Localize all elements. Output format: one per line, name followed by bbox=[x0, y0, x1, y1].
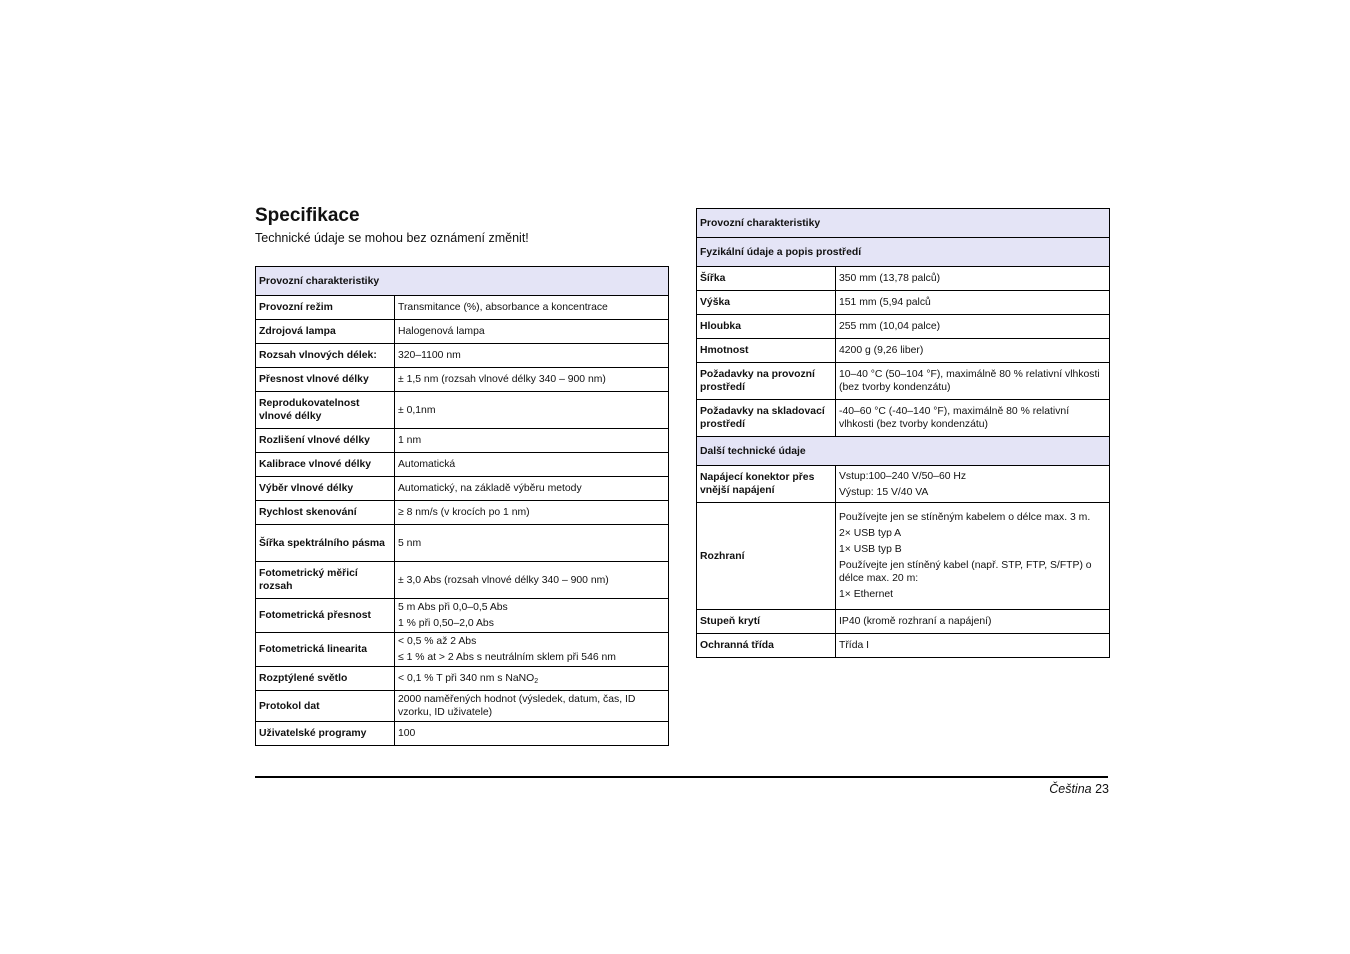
spec-label: Provozní režim bbox=[256, 296, 395, 320]
table-row bbox=[256, 501, 669, 525]
page-footer bbox=[1049, 782, 1109, 796]
spec-value-line: ± 3,0 Abs (rozsah vlnové délky 340 – 900 nm) bbox=[398, 574, 609, 586]
spec-value-line: < 0,5 % až 2 Abs bbox=[398, 636, 477, 647]
spec-value-line: Automatický, na základě výběru metody bbox=[398, 483, 582, 494]
spec-label: Hloubka bbox=[697, 315, 836, 339]
table-row bbox=[256, 562, 669, 599]
spec-value-line: Výstup: 15 V/40 VA bbox=[839, 486, 929, 498]
spec-value bbox=[836, 315, 1110, 339]
spec-value bbox=[836, 363, 1110, 400]
physical-specifications-table bbox=[696, 208, 1110, 658]
spec-label: Kalibrace vlnové délky bbox=[256, 453, 395, 477]
spec-value bbox=[836, 634, 1110, 658]
spec-label: Šířka bbox=[697, 267, 836, 291]
spec-value bbox=[395, 691, 669, 722]
spec-label: Fotometrický měřicí rozsah bbox=[256, 562, 395, 599]
table-row bbox=[256, 392, 669, 429]
spec-value bbox=[395, 599, 669, 633]
spec-value-line: 350 mm (13,78 palců) bbox=[839, 273, 941, 284]
table-header: Provozní charakteristiky bbox=[697, 209, 1110, 238]
spec-value bbox=[836, 291, 1110, 315]
table-row bbox=[697, 267, 1110, 291]
spec-label: Rozptýlené světlo bbox=[256, 667, 395, 691]
spec-value-line: Halogenová lampa bbox=[398, 326, 485, 337]
spec-value-line: 5 nm bbox=[398, 537, 422, 549]
spec-value-line: 151 mm (5,94 palců bbox=[839, 297, 931, 308]
spec-value-line: 4200 g (9,26 liber) bbox=[839, 345, 924, 356]
table-row bbox=[697, 339, 1110, 363]
spec-value bbox=[395, 368, 669, 392]
table-row bbox=[256, 320, 669, 344]
spec-value-line: Transmitance (%), absorbance a koncentrace bbox=[398, 302, 608, 313]
spec-value-line: 1× USB typ B bbox=[839, 544, 902, 555]
table-row bbox=[256, 691, 669, 722]
spec-label: Rozhraní bbox=[697, 503, 836, 610]
spec-label: Přesnost vlnové délky bbox=[256, 368, 395, 392]
section-header: Další technické údaje bbox=[697, 437, 1110, 466]
spec-value bbox=[836, 267, 1110, 291]
spec-value bbox=[836, 503, 1110, 610]
table-row bbox=[697, 634, 1110, 658]
spec-value-line: 10–40 °C (50–104 °F), maximálně 80 % relativní vlhkosti (bez tvorby kondenzátu) bbox=[839, 369, 1100, 393]
table-row bbox=[697, 503, 1110, 610]
page-number: 23 bbox=[1095, 782, 1109, 796]
spec-value bbox=[395, 562, 669, 599]
table-row bbox=[697, 610, 1110, 634]
spec-label: Hmotnost bbox=[697, 339, 836, 363]
spec-value bbox=[836, 466, 1110, 503]
table-row bbox=[256, 368, 669, 392]
table-row bbox=[256, 344, 669, 368]
spec-label: Požadavky na provozní prostředí bbox=[697, 363, 836, 400]
spec-value bbox=[395, 344, 669, 368]
spec-value-line: ≤ 1 % at > 2 Abs s neutrálním sklem při 546 nm bbox=[398, 652, 616, 663]
spec-value-line: 100 bbox=[398, 728, 416, 739]
table-row bbox=[256, 477, 669, 501]
spec-label: Zdrojová lampa bbox=[256, 320, 395, 344]
spec-value bbox=[836, 610, 1110, 634]
spec-label: Reprodukovatelnost vlnové délky bbox=[256, 392, 395, 429]
spec-value-line: ≥ 8 nm/s (v krocích po 1 nm) bbox=[398, 507, 530, 518]
spec-label: Šířka spektrálního pásma bbox=[256, 525, 395, 562]
spec-label: Uživatelské programy bbox=[256, 722, 395, 746]
spec-label: Rozlišení vlnové délky bbox=[256, 429, 395, 453]
spec-value-line: 1 nm bbox=[398, 435, 422, 446]
spec-value-line: 5 m Abs při 0,0–0,5 Abs bbox=[398, 602, 508, 613]
spec-value-line: ± 1,5 nm (rozsah vlnové délky 340 – 900 nm) bbox=[398, 374, 606, 385]
spec-value bbox=[836, 339, 1110, 363]
spec-label: Rychlost skenování bbox=[256, 501, 395, 525]
spec-value bbox=[395, 477, 669, 501]
page-subtitle: Technické údaje se mohou bez oznámení změnit! bbox=[255, 231, 529, 245]
spec-label: Rozsah vlnových délek: bbox=[256, 344, 395, 368]
spec-label: Výška bbox=[697, 291, 836, 315]
table-row bbox=[697, 400, 1110, 437]
section-header-row bbox=[697, 437, 1110, 466]
spec-label: Výběr vlnové délky bbox=[256, 477, 395, 501]
spec-value bbox=[836, 400, 1110, 437]
table-row bbox=[256, 633, 669, 667]
table-row bbox=[256, 525, 669, 562]
spec-value-line: 2× USB typ A bbox=[839, 528, 902, 539]
table-row bbox=[697, 315, 1110, 339]
spec-value-line: IP40 (kromě rozhraní a napájení) bbox=[839, 616, 992, 627]
footer-language: Čeština bbox=[1049, 782, 1092, 796]
spec-value bbox=[395, 722, 669, 746]
table-header-row bbox=[256, 267, 669, 296]
spec-value-line: Třída I bbox=[839, 640, 870, 651]
table-row bbox=[256, 429, 669, 453]
section-header: Fyzikální údaje a popis prostředí bbox=[697, 238, 1110, 267]
spec-value-line: 320–1100 nm bbox=[398, 350, 461, 361]
spec-label: Ochranná třída bbox=[697, 634, 836, 658]
table-row bbox=[697, 363, 1110, 400]
spec-value-line: 1 % při 0,50–2,0 Abs bbox=[398, 618, 494, 629]
spec-label: Fotometrická linearita bbox=[256, 633, 395, 667]
table-row bbox=[256, 667, 669, 691]
table-row bbox=[697, 466, 1110, 503]
operating-characteristics-table bbox=[255, 266, 669, 746]
spec-value bbox=[395, 392, 669, 429]
spec-value-line: Používejte jen se stíněným kabelem o délce max. 3 m. bbox=[839, 512, 1091, 523]
spec-value-line: Používejte jen stíněný kabel (např. STP, FTP, S/FTP) o délce max. 20 m: bbox=[839, 560, 1092, 584]
spec-label: Stupeň krytí bbox=[697, 610, 836, 634]
table-row bbox=[256, 296, 669, 320]
spec-value-line: Automatická bbox=[398, 459, 456, 470]
spec-label: Fotometrická přesnost bbox=[256, 599, 395, 633]
table-row bbox=[256, 722, 669, 746]
spec-value bbox=[395, 501, 669, 525]
subscript: 2 bbox=[534, 678, 539, 685]
spec-value-line bbox=[398, 672, 665, 685]
spec-label: Napájecí konektor přes vnější napájení bbox=[697, 466, 836, 503]
spec-value-text: < 0,1 % T při 340 nm s NaNO bbox=[398, 673, 535, 684]
spec-label: Protokol dat bbox=[256, 691, 395, 722]
spec-value bbox=[395, 525, 669, 562]
spec-value-line: 1× Ethernet bbox=[839, 589, 894, 600]
spec-value-line: 255 mm (10,04 palce) bbox=[839, 321, 941, 332]
table-row bbox=[697, 291, 1110, 315]
footer-rule bbox=[255, 776, 1108, 778]
table-header-row bbox=[697, 209, 1110, 238]
table-row bbox=[256, 599, 669, 633]
spec-value-line: Vstup:100–240 V/50–60 Hz bbox=[839, 470, 967, 482]
section-header-row bbox=[697, 238, 1110, 267]
spec-value-line: -40–60 °C (-40–140 °F), maximálně 80 % relativní vlhkosti (bez tvorby kondenzátu) bbox=[839, 406, 1070, 430]
spec-value-line: 2000 naměřených hodnot (výsledek, datum, čas, ID vzorku, ID uživatele) bbox=[398, 694, 636, 718]
spec-value bbox=[395, 453, 669, 477]
spec-value bbox=[395, 667, 669, 691]
table-header: Provozní charakteristiky bbox=[256, 267, 669, 296]
spec-value-line: ± 0,1nm bbox=[398, 404, 436, 416]
spec-label: Požadavky na skladovací prostředí bbox=[697, 400, 836, 437]
spec-value bbox=[395, 633, 669, 667]
page-title: Specifikace bbox=[255, 205, 360, 226]
spec-value bbox=[395, 320, 669, 344]
spec-value bbox=[395, 429, 669, 453]
spec-value bbox=[395, 296, 669, 320]
table-row bbox=[256, 453, 669, 477]
